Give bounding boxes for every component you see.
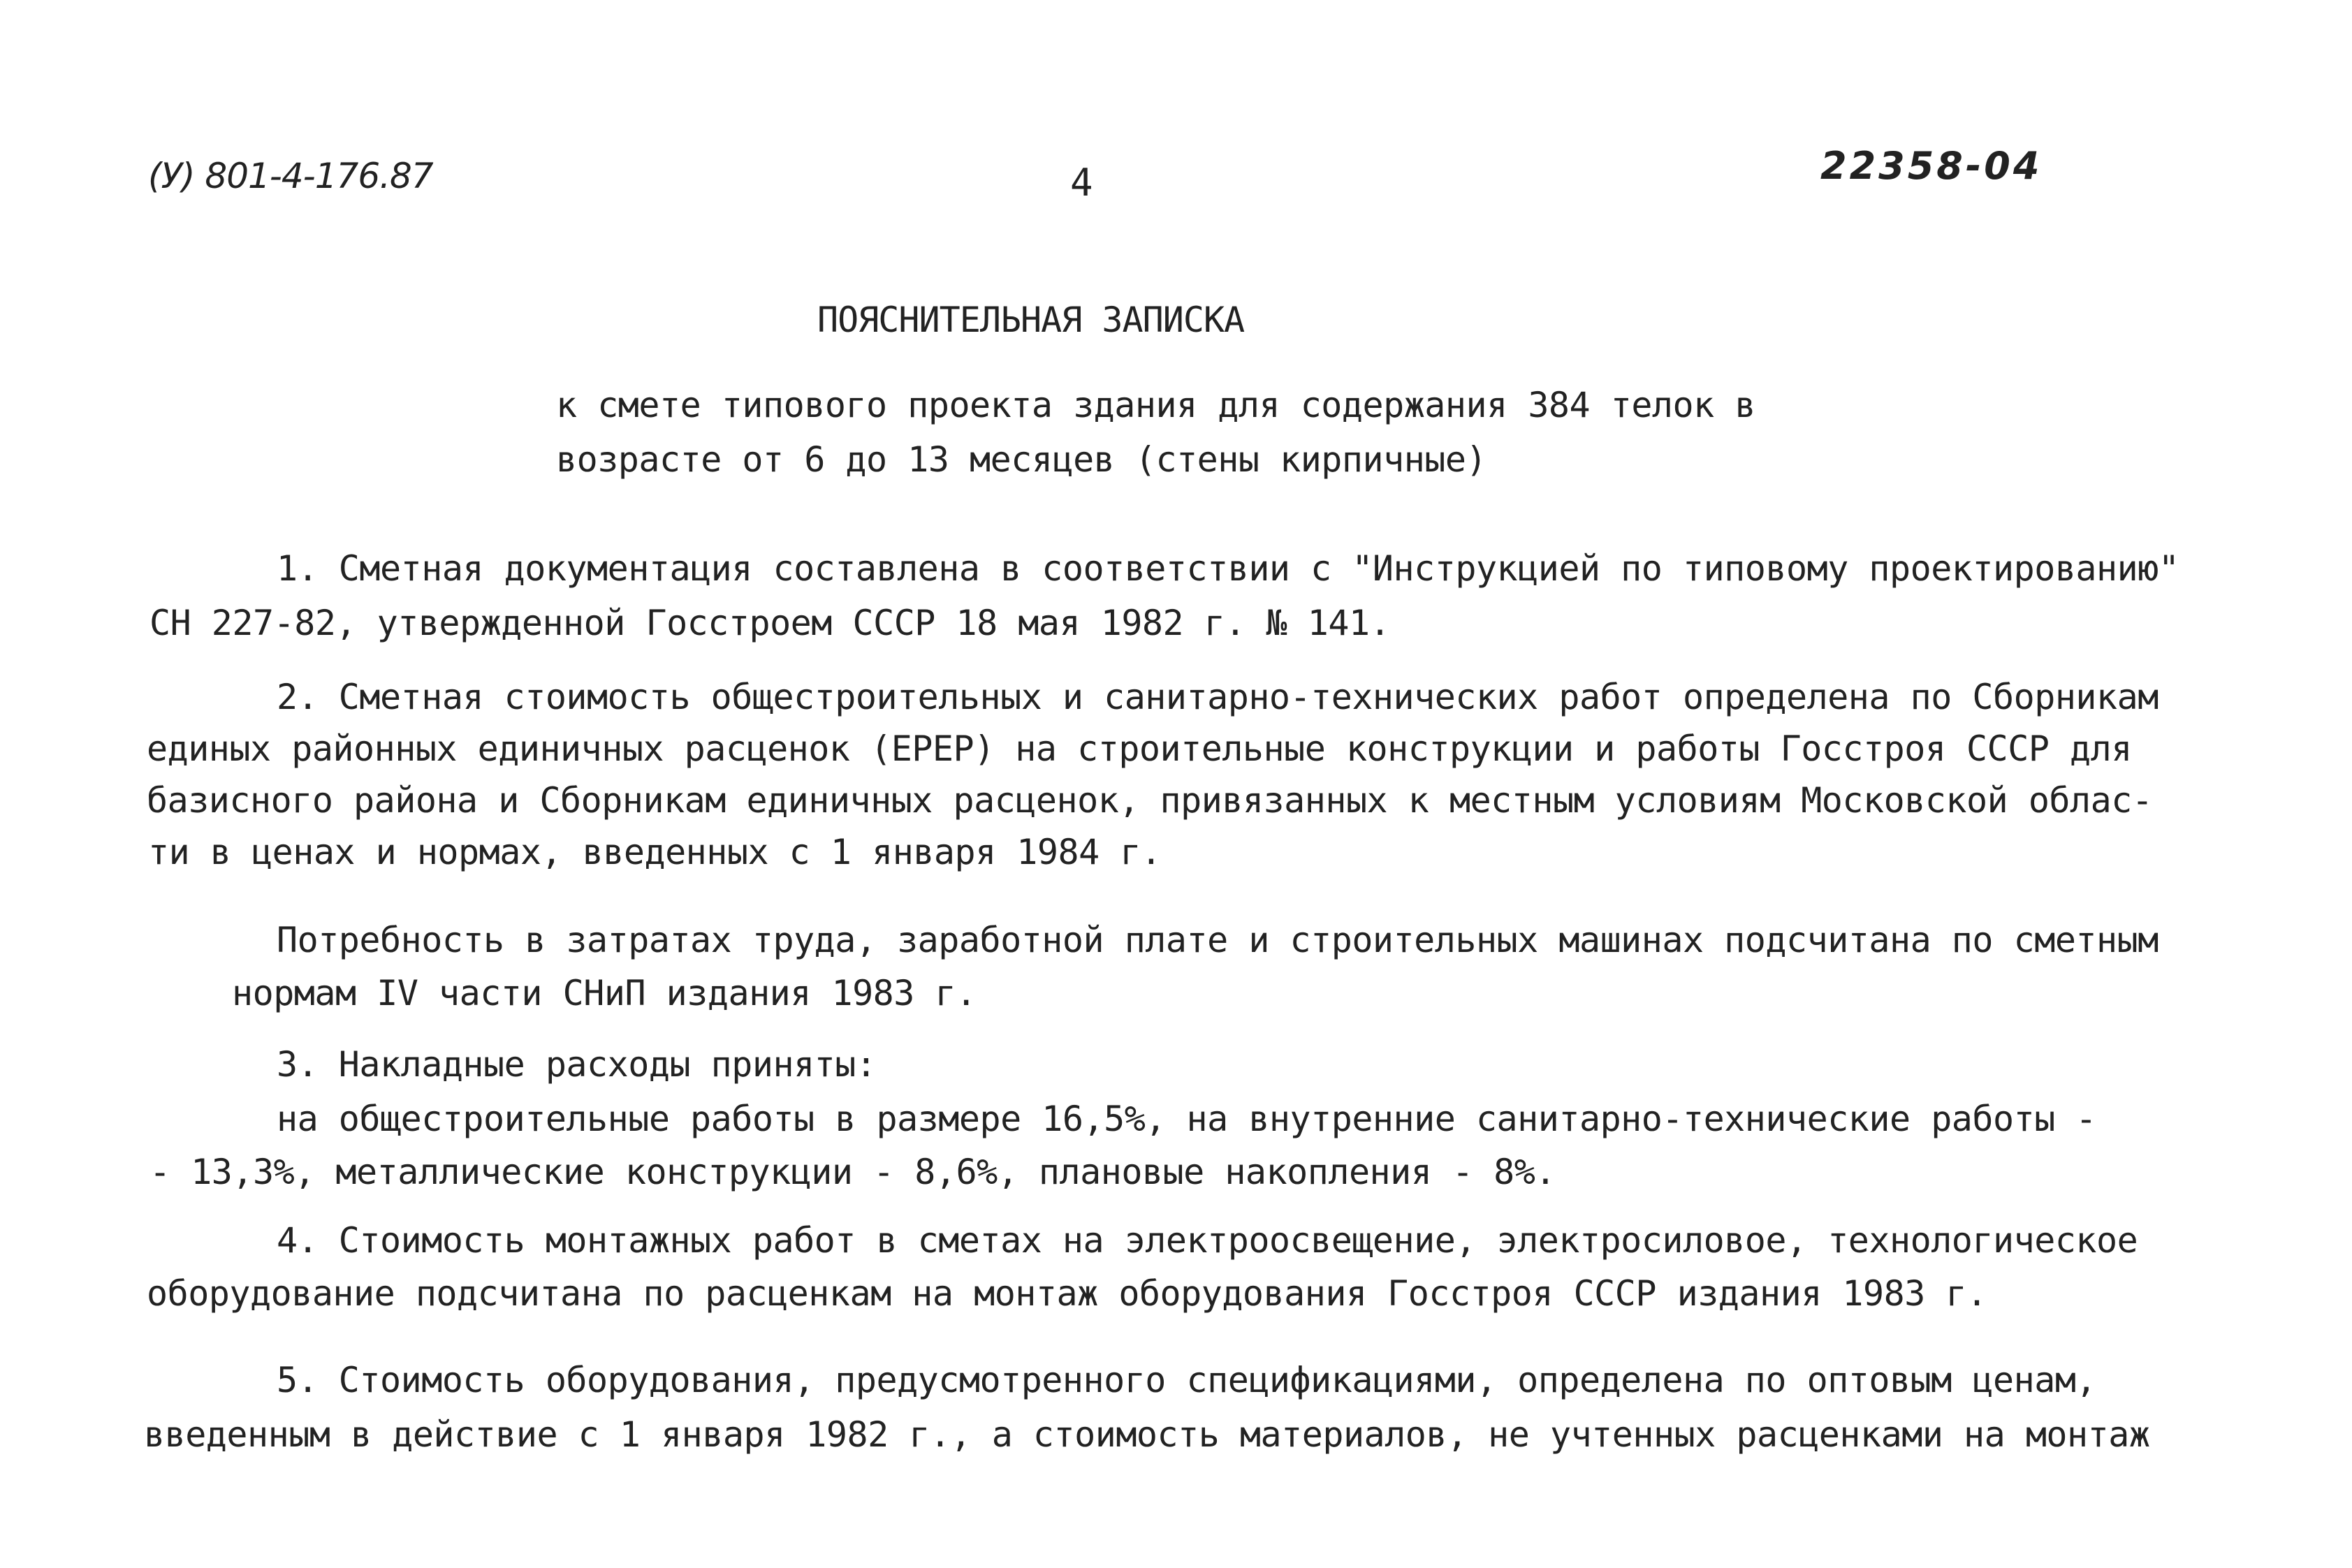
doc-number: 22358-04 <box>1820 144 2043 188</box>
p3-line-3: - 13,3%, металлические конструкции - 8,6%, плановые накопления - 8%. <box>149 1152 1556 1192</box>
p5-line-1: 5. Стоимость оборудования, предусмотренного спецификациями, определена по оптовым ценам, <box>277 1360 2097 1400</box>
p3-line-2: на общестроительные работы в размере 16,5%, на внутренние санитарно-технические работы - <box>277 1099 2097 1139</box>
p5-line-2: введенным в действие с 1 января 1982 г., а стоимость материалов, не учтенных расценками на монтаж <box>144 1414 2150 1455</box>
p2b-line-1: Потребность в затратах труда, заработной плате и строительных машинах подсчитана по сметным <box>277 920 2159 960</box>
p4-line-1: 4. Стоимость монтажных работ в сметах на электроосвещение, электросиловое, технологическое <box>277 1220 2138 1261</box>
p4-line-2: оборудование подсчитана по расценкам на монтаж оборудования Госстроя СССР издания 1983 г. <box>147 1273 1987 1314</box>
p1-line-1: 1. Сметная документация составлена в соответствии с "Инструкцией по типовому проектированию" <box>277 548 2179 589</box>
p2-line-3: базисного района и Сборникам единичных расценок, привязанных к местным условиям Московской облас- <box>147 780 2153 821</box>
document-title: ПОЯСНИТЕЛЬНАЯ ЗАПИСКА <box>817 300 1245 340</box>
p1-line-2: СН 227-82, утвержденной Госстроем СССР 18 мая 1982 г. № 141. <box>149 603 1391 643</box>
page-number: 4 <box>1070 161 1093 205</box>
p3-line-1: 3. Накладные расходы приняты: <box>277 1044 877 1085</box>
p2-line-2: единых районных единичных расценок (ЕРЕР) на строительные конструкции и работы Госстроя СССР для <box>147 728 2132 769</box>
p2b-line-2: нормам IV части СНиП издания 1983 г. <box>232 973 977 1013</box>
p2-line-1: 2. Сметная стоимость общестроительных и санитарно-технических работ определена по Сборникам <box>277 677 2159 717</box>
header-code: (У) 801-4-176.87 <box>148 156 433 196</box>
subtitle-line-1: к смете типового проекта здания для содержания 384 телок в <box>556 385 1755 425</box>
subtitle-line-2: возрасте от 6 до 13 месяцев (стены кирпичные) <box>556 439 1487 480</box>
p2-line-4: ти в ценах и нормах, введенных с 1 января 1984 г. <box>148 832 1162 872</box>
